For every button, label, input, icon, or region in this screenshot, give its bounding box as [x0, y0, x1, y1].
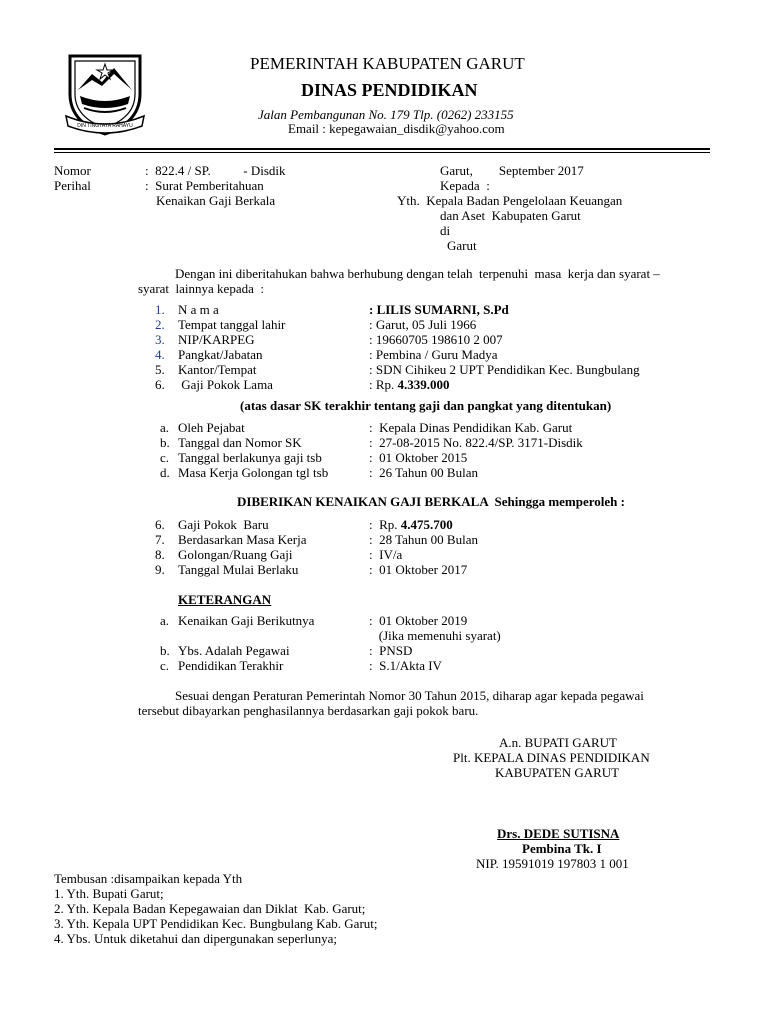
header-address: Jalan Pembangunan No. 179 Tlp. (0262) 233155 [258, 107, 514, 122]
tembusan-item: 4. Ybs. Untuk diketahui dan dipergunakan seperlunya; [54, 931, 338, 946]
item-num: d. [160, 465, 170, 480]
item-num: 9. [155, 562, 165, 577]
item-label: NIP/KARPEG [178, 332, 255, 347]
item-label: Pendidikan Terakhir [178, 658, 284, 673]
item-label: Golongan/Ruang Gaji [178, 547, 293, 562]
closing-line-2: tersebut dibayarkan penghasilannya berdasarkan gaji pokok baru. [138, 703, 479, 718]
signatory-nip: NIP. 19591019 197803 1 001 [476, 856, 629, 871]
item-num: 4. [155, 347, 165, 362]
perihal-value: : Surat Pemberitahuan [145, 178, 264, 193]
item-value: : 19660705 198610 2 007 [369, 332, 503, 347]
value-prefix: : Rp. [369, 517, 401, 532]
item-num: 1. [155, 302, 165, 317]
item-value-note: (Jika memenuhi syarat) [369, 628, 501, 643]
closing-line-1: Sesuai dengan Peraturan Pemerintah Nomor 30 Tahun 2015, diharap agar kepada pegawai [175, 688, 644, 703]
new-salary: 4.475.700 [400, 517, 453, 532]
item-num: c. [160, 450, 170, 465]
tembusan-item: 2. Yth. Kepala Badan Kepegawaian dan Diklat Kab. Garut; [54, 901, 366, 916]
item-num: 2. [155, 317, 165, 332]
item-num: b. [160, 435, 170, 450]
item-label: Gaji Pokok Baru [178, 517, 269, 532]
item-num: a. [160, 613, 170, 628]
intro-line-2: syarat lainnya kepada : [138, 281, 264, 296]
item-value: : Pembina / Guru Madya [369, 347, 498, 362]
recipient-di: di [440, 223, 451, 238]
item-value [369, 517, 453, 532]
item-num: 3. [155, 332, 165, 347]
item-value: : 27-08-2015 No. 822.4/SP. 3171-Disdik [369, 435, 583, 450]
signatory-name: Drs. DEDE SUTISNA [497, 826, 620, 841]
item-value: : Kepala Dinas Pendidikan Kab. Garut [369, 420, 573, 435]
signatory-rank: Pembina Tk. I [522, 841, 602, 856]
item-label: Kenaikan Gaji Berikutnya [178, 613, 315, 628]
garut-seal-logo [62, 50, 148, 138]
item-label: Masa Kerja Golongan tgl tsb [178, 465, 329, 480]
signature-on-behalf: A.n. BUPATI GARUT [499, 735, 617, 750]
old-salary: 4.339.000 [397, 377, 450, 392]
keterangan-heading: KETERANGAN [178, 592, 272, 607]
item-num: 8. [155, 547, 165, 562]
item-num: 6. [155, 517, 165, 532]
recipient-1: Yth. Kepala Badan Pengelolaan Keuangan [397, 193, 623, 208]
nomor-value: : 822.4 / SP. - Disdik [145, 163, 286, 178]
tembusan-item: 3. Yth. Kepala UPT Pendidikan Kec. Bungbulang Kab. Garut; [54, 916, 378, 931]
nomor-label: Nomor [54, 163, 91, 178]
item-label: Kantor/Tempat [178, 362, 257, 377]
item-value: : IV/a [369, 547, 403, 562]
recipient-city: Garut [447, 238, 477, 253]
perihal-value-2: Kenaikan Gaji Berkala [156, 193, 276, 208]
item-value: : 28 Tahun 00 Bulan [369, 532, 478, 547]
item-value: : 26 Tahun 00 Bulan [369, 465, 478, 480]
signature-office: KABUPATEN GARUT [495, 765, 620, 780]
item-label: Pangkat/Jabatan [178, 347, 263, 362]
item-num: b. [160, 643, 170, 658]
item-label: N a m a [178, 302, 219, 317]
item-num: 5. [155, 362, 165, 377]
item-label: Ybs. Adalah Pegawai [178, 643, 290, 658]
item-value [369, 377, 450, 392]
logo-ribbon-text: DIN TINGTAYA RAHAYU [77, 123, 133, 129]
item-value: : LILIS SUMARNI, S.Pd [369, 302, 509, 317]
item-label: Tanggal berlakunya gaji tsb [178, 450, 322, 465]
recipient-2: dan Aset Kabupaten Garut [440, 208, 581, 223]
tembusan-item: 1. Yth. Bupati Garut; [54, 886, 164, 901]
item-label: Oleh Pejabat [178, 420, 245, 435]
header-rule-thin [54, 152, 710, 153]
item-value: : S.1/Akta IV [369, 658, 442, 673]
item-label: Tanggal dan Nomor SK [178, 435, 302, 450]
item-value: : SDN Cihikeu 2 UPT Pendidikan Kec. Bungbulang [369, 362, 640, 377]
diberikan-heading: DIBERIKAN KENAIKAN GAJI BERKALA Sehingga memperoleh : [237, 494, 625, 509]
item-num: 7. [155, 532, 165, 547]
intro-line-1: Dengan ini diberitahukan bahwa berhubung dengan telah terpenuhi masa kerja dan syarat – [175, 266, 660, 281]
item-label: Gaji Pokok Lama [178, 377, 273, 392]
item-value: : 01 Oktober 2019 [369, 613, 468, 628]
sk-note: (atas dasar SK terakhir tentang gaji dan pangkat yang ditentukan) [240, 398, 612, 413]
item-label: Berdasarkan Masa Kerja [178, 532, 307, 547]
perihal-label: Perihal [54, 178, 91, 193]
kepada: Kepada : [440, 178, 490, 193]
tembusan-title: Tembusan :disampaikan kepada Yth [54, 871, 243, 886]
header-rule-thick [54, 148, 710, 150]
item-num: 6. [155, 377, 165, 392]
header-email: Email : kepegawaian_disdik@yahoo.com [288, 121, 505, 136]
signature-position: Plt. KEPALA DINAS PENDIDIKAN [453, 750, 650, 765]
item-value: : 01 Oktober 2017 [369, 562, 468, 577]
item-value: : Garut, 05 Juli 1966 [369, 317, 477, 332]
place-date: Garut, September 2017 [440, 163, 584, 178]
item-label: Tempat tanggal lahir [178, 317, 286, 332]
value-prefix: : Rp. [369, 377, 398, 392]
item-value: : 01 Oktober 2015 [369, 450, 468, 465]
item-num: a. [160, 420, 170, 435]
item-num: c. [160, 658, 170, 673]
item-value: : PNSD [369, 643, 413, 658]
header-government: PEMERINTAH KABUPATEN GARUT [250, 54, 525, 73]
item-label: Tanggal Mulai Berlaku [178, 562, 299, 577]
header-agency: DINAS PENDIDIKAN [301, 80, 478, 100]
